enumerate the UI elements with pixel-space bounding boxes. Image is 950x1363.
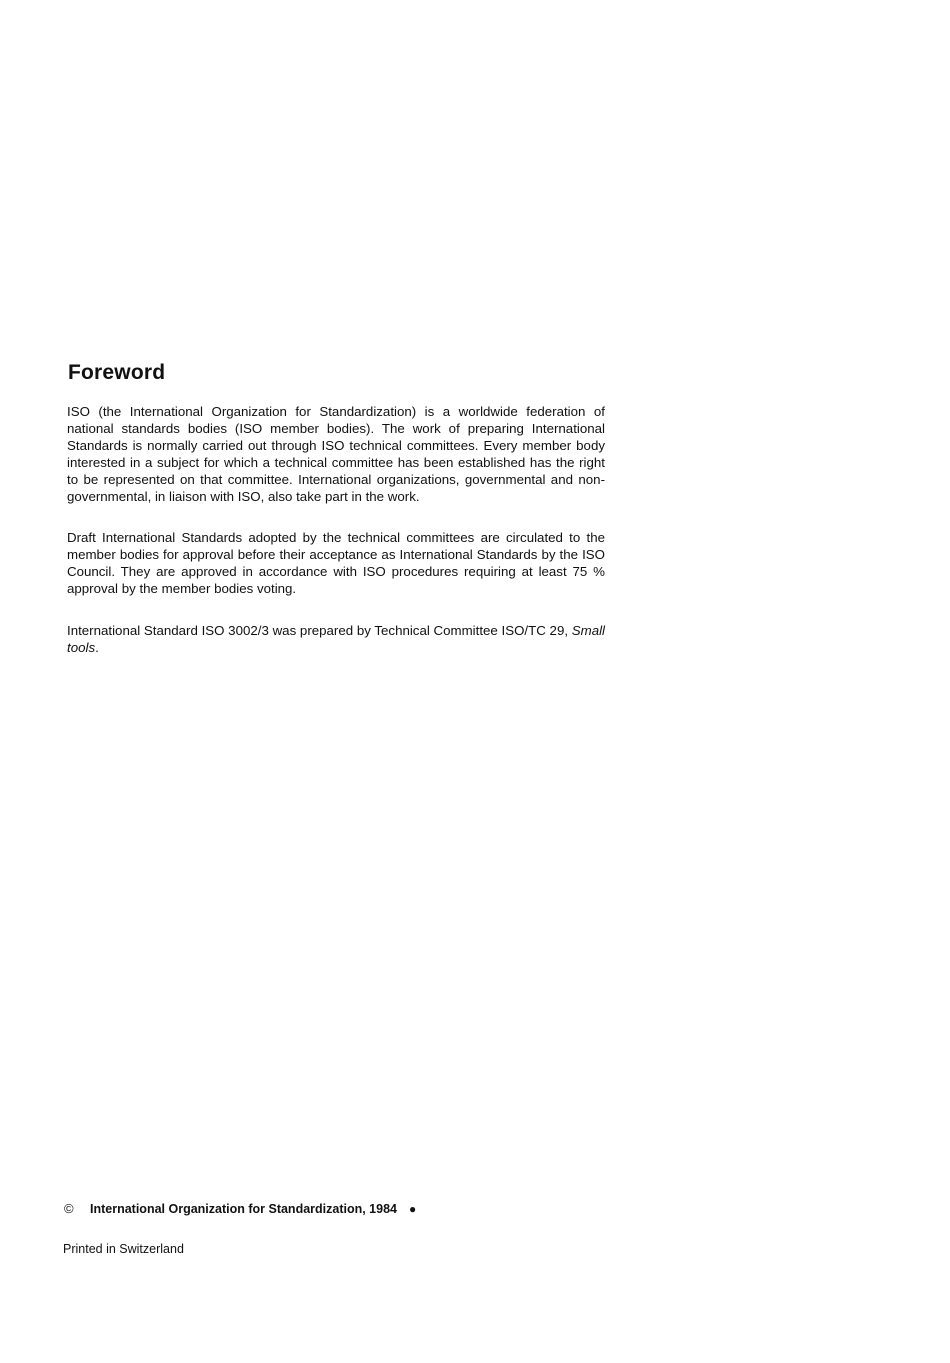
copyright-line xyxy=(64,1201,416,1216)
copyright-icon: © xyxy=(64,1201,74,1216)
committee-name: Small tools xyxy=(67,623,605,655)
foreword-paragraph-3 xyxy=(67,622,605,656)
page-title: Foreword xyxy=(68,361,166,384)
foreword-paragraph-2: Draft International Standards adopted by the technical committees are circulated to the member bodies for approval before their acceptance as International Standards by the ISO Council. They are approved in accordance with ISO procedures requiring at least 75 % approval by the member bodies voting. xyxy=(67,530,605,596)
copyright-organization: International Organization for Standardization, 1984 xyxy=(90,1202,397,1216)
foreword-paragraph-3-end: . xyxy=(95,640,99,655)
printed-location: Printed in Switzerland xyxy=(63,1242,184,1256)
foreword-paragraph-1: ISO (the International Organization for Standardization) is a worldwide federation of national standards bodies (ISO member bodies). The work of preparing International Standards is normally carried out through ISO technical committees. Every member body interested in a subject for which a technical committee has been established has the right to be represented on that committee. International organizations, governmental and non-governmental, in liaison with ISO, also take part in the work. xyxy=(67,404,605,504)
bullet-icon: ● xyxy=(409,1202,417,1216)
foreword-paragraph-3-text: International Standard ISO 3002/3 was prepared by Technical Committee ISO/TC 29, xyxy=(67,623,569,638)
